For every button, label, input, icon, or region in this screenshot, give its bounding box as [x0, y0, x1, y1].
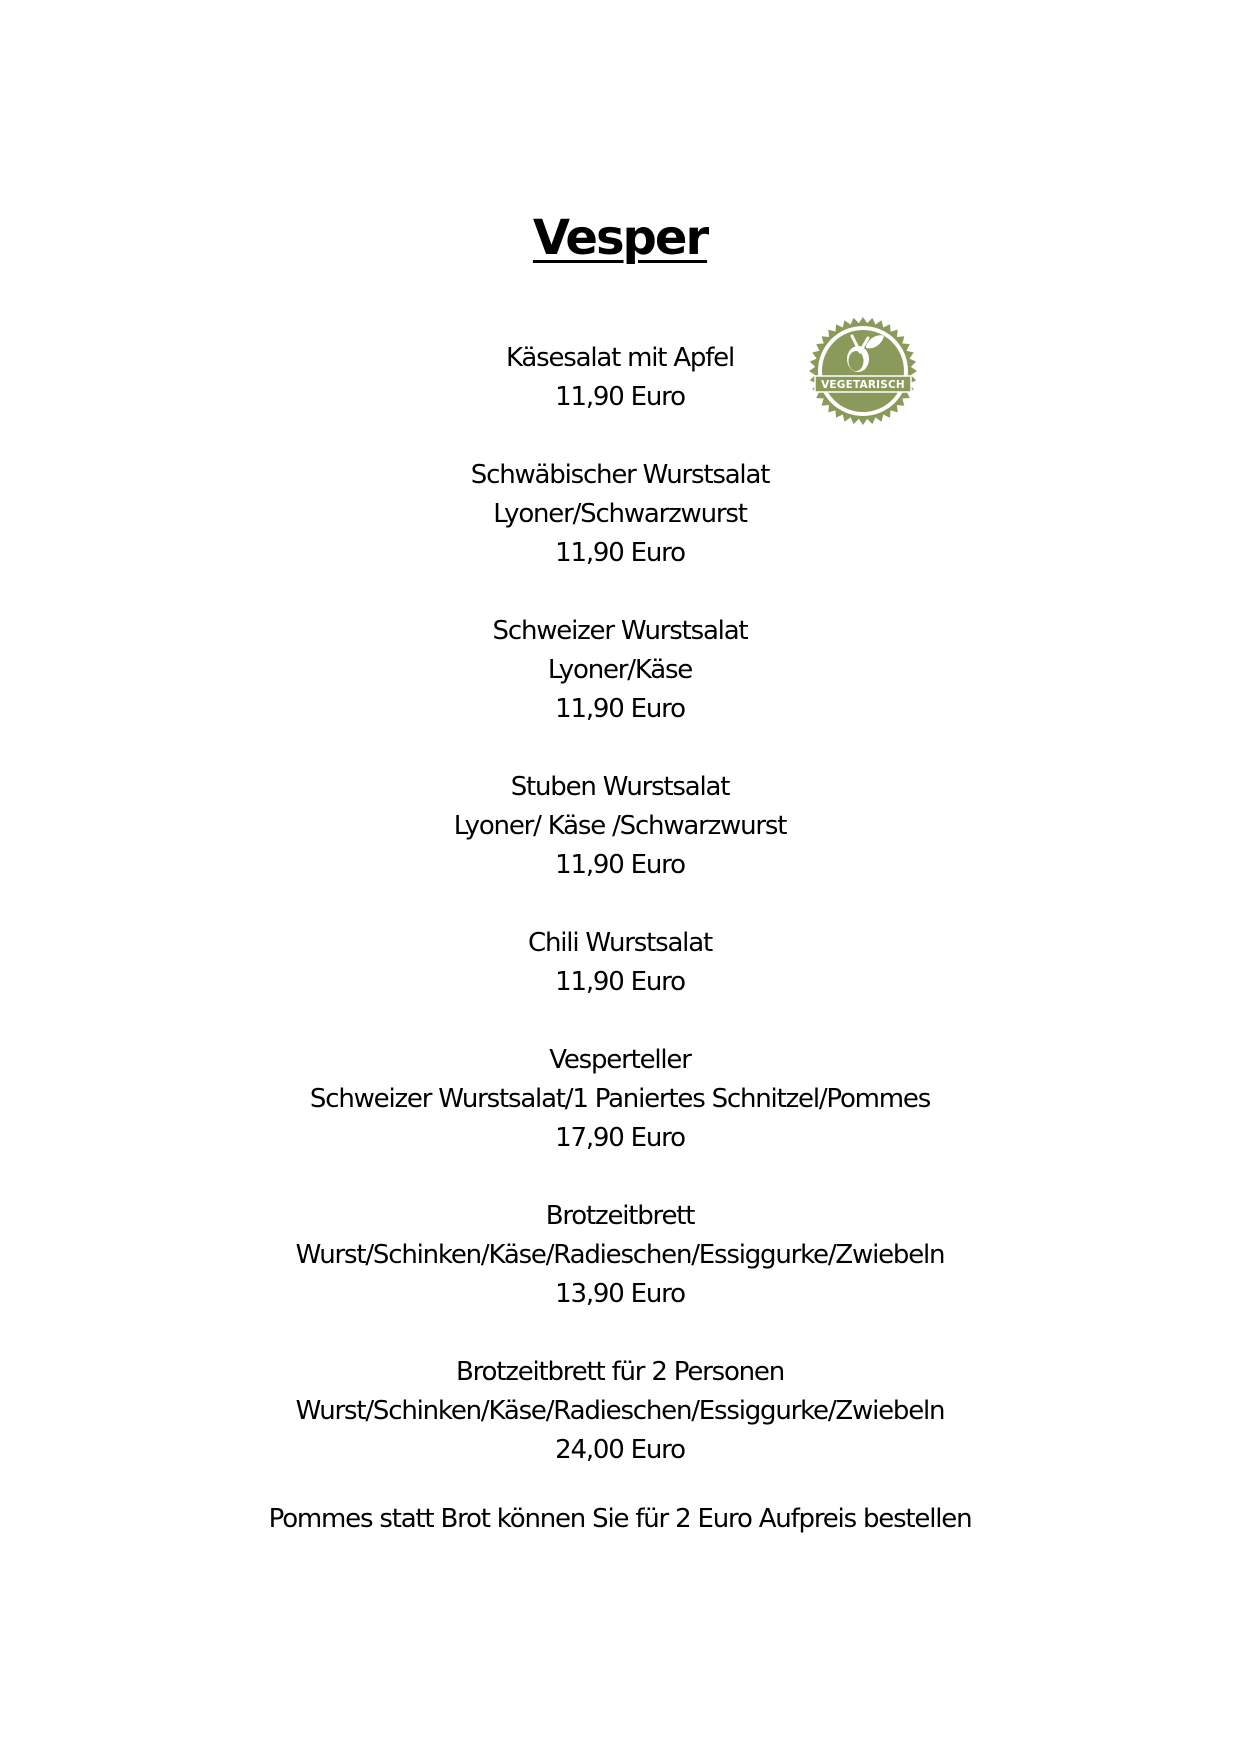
item-title: Brotzeitbrett: [545, 1201, 695, 1231]
menu-item-brotzeitbrett: [0, 1197, 1240, 1314]
item-price: 11,90 Euro: [555, 694, 685, 724]
item-description: Lyoner/Schwarzwurst: [493, 499, 747, 529]
menu-item-schweizer-wurstsalat: [0, 612, 1240, 729]
item-description: Wurst/Schinken/Käse/Radieschen/Essiggurke/Zwiebeln: [295, 1396, 945, 1426]
item-description: Lyoner/Käse: [547, 655, 693, 685]
item-price: 11,90 Euro: [555, 967, 685, 997]
item-title: Stuben Wurstsalat: [510, 772, 730, 802]
item-title: Schwäbischer Wurstsalat: [470, 460, 770, 490]
item-price: 24,00 Euro: [555, 1435, 685, 1465]
item-description: Schweizer Wurstsalat/1 Paniertes Schnitzel/Pommes: [309, 1084, 931, 1114]
item-description: Wurst/Schinken/Käse/Radieschen/Essiggurke/Zwiebeln: [295, 1240, 945, 1270]
item-price: 11,90 Euro: [555, 538, 685, 568]
item-title: Brotzeitbrett für 2 Personen: [455, 1357, 785, 1387]
item-title: Vesperteller: [549, 1045, 691, 1075]
page-title: Vesper: [532, 210, 708, 266]
item-price: 17,90 Euro: [555, 1123, 685, 1153]
menu-item-chili-wurstsalat: [0, 924, 1240, 1002]
menu-list: [0, 339, 1240, 1509]
menu-item-stuben-wurstsalat: [0, 768, 1240, 885]
item-description: Lyoner/ Käse /Schwarzwurst: [453, 811, 787, 841]
item-price: 11,90 Euro: [555, 382, 685, 412]
menu-item-vesperteller: [0, 1041, 1240, 1158]
badge-label: VEGETARISCH: [821, 379, 905, 391]
menu-item-schwaebischer-wurstsalat: [0, 456, 1240, 573]
item-title: Schweizer Wurstsalat: [492, 616, 748, 646]
item-price: 11,90 Euro: [555, 850, 685, 880]
menu-item-brotzeitbrett-2-personen: [0, 1353, 1240, 1470]
item-title: Chili Wurstsalat: [528, 928, 712, 958]
item-price: 13,90 Euro: [555, 1279, 685, 1309]
item-title: Käsesalat mit Apfel: [505, 343, 735, 373]
footer-note: Pommes statt Brot können Sie für 2 Euro Aufpreis bestellen: [268, 1504, 972, 1534]
menu-item-kaesesalat: [0, 339, 1240, 417]
